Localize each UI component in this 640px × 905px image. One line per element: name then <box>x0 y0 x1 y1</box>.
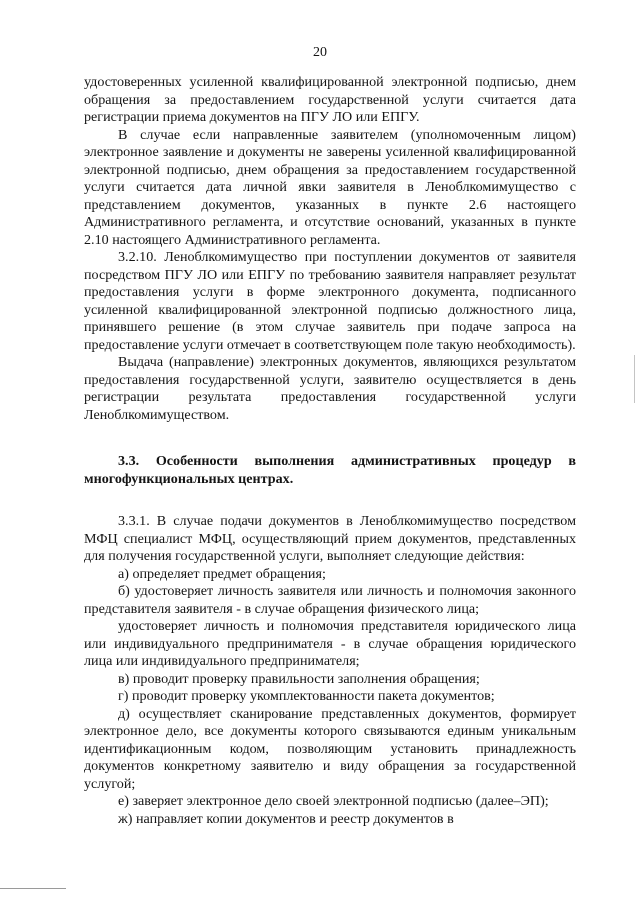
page-number: 20 <box>313 45 327 60</box>
scan-edge-mark <box>0 888 66 889</box>
paragraph: В случае если направленные заявителем (уполномоченным лицом) электронное заявление и документы не заверены усиленной квалифицированной электронной подписью, днем обращения за предоставлением государственной услуги считается дата личной явки заявителя в Леноблкомимущество с представлением документов, указанных в пункте 2.6 настоящего Административного регламента, и отсутствие оснований, указанных в пункте 2.10 настоящего Административного регламента. <box>84 126 576 248</box>
paragraph: 3.2.10. Леноблкомимущество при поступлении документов от заявителя посредством ПГУ ЛО или ЕПГУ по требованию заявителя направляет результат предоставления услуги в форме электронного документа, подписанного усиленной квалифицированной электронной подписью должностного лица, принявшего решение (в этом случае заявитель при подаче запроса на предоставление услуги отмечает в соответствующем поле такую необходимость). <box>84 249 576 353</box>
document-body <box>84 74 576 828</box>
list-item: в) проводит проверку правильности заполнения обращения; <box>118 670 480 687</box>
list-item: г) проводит проверку укомплектованности пакета документов; <box>118 688 495 704</box>
list-item: ж) направляет копии документов и реестр документов в <box>118 810 454 827</box>
list-item: удостоверяет личность и полномочия представителя юридического лица или индивидуального предпринимателя - в случае обращения юридического лица или индивидуального предпринимателя; <box>84 618 576 669</box>
list-item: а) определяет предмет обращения; <box>118 565 326 582</box>
paragraph: 3.3.1. В случае подачи документов в Леноблкомимущество посредством МФЦ специалист МФЦ, осуществляющий прием документов, представленных для получения государственной услуги, выполняет следующие действия: <box>84 513 576 564</box>
list-item: б) удостоверяет личность заявителя или личность и полномочия законного представителя заявителя - в случае обращения физического лица; <box>84 583 576 617</box>
list-item: д) осуществляет сканирование представленных документов, формирует электронное дело, все документы которого связываются единым уникальным идентификационным кодом, позволяющим установить принадлежность документов конкретному заявителю и виду обращения за государственной услугой; <box>84 705 576 792</box>
scan-edge-mark <box>634 355 635 403</box>
list-item: е) заверяет электронное дело своей электронной подписью (далее–ЭП); <box>118 793 549 809</box>
paragraph: Выдача (направление) электронных документов, являющихся результатом предоставления государственной услуги, заявителю осуществляется в день регистрации результата предоставления государственной услуги Леноблкомимуществом. <box>84 354 576 423</box>
section-heading: 3.3. Особенности выполнения административных процедур в многофункциональных центрах. <box>84 453 576 487</box>
paragraph: удостоверенных усиленной квалифицированной электронной подписью, днем обращения за предоставлением государственной услуги считается дата регистрации приема документов на ПГУ ЛО или ЕПГУ. <box>84 74 576 125</box>
